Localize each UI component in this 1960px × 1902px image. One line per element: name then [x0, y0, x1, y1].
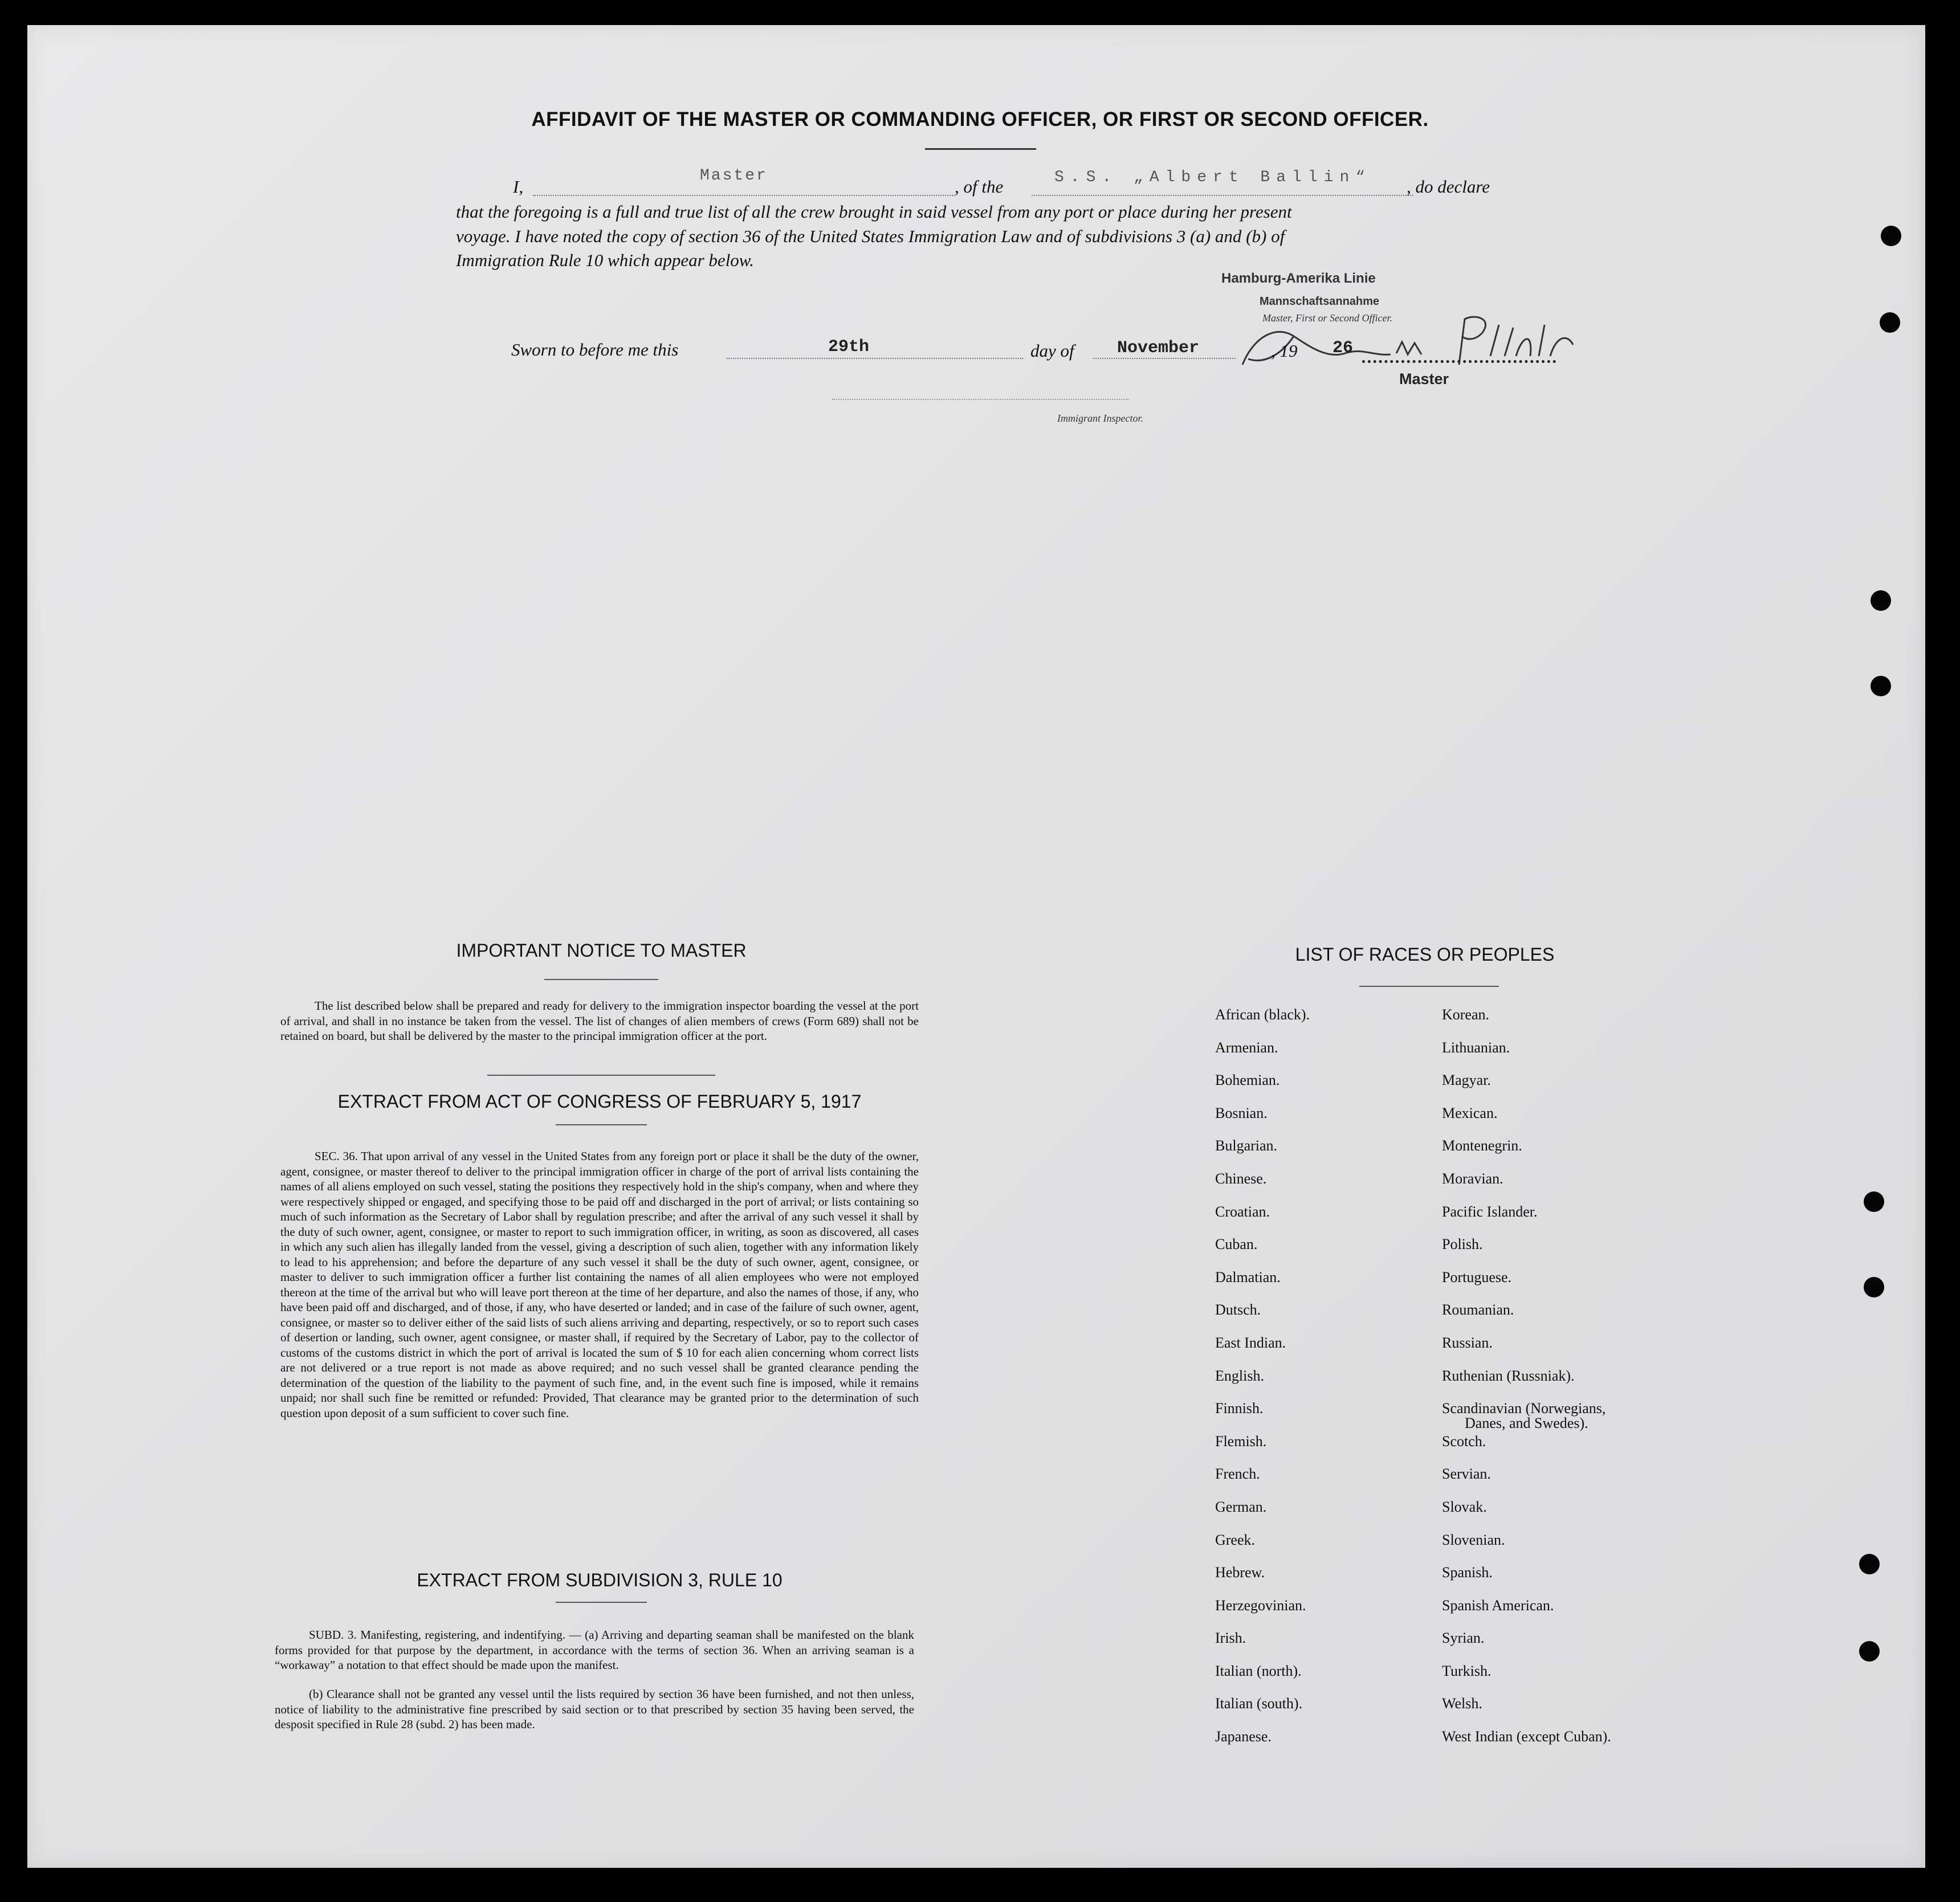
race-item: Finnish. — [1215, 1400, 1264, 1417]
binder-hole — [1864, 1277, 1884, 1297]
officer-value: Master — [700, 167, 768, 185]
race-item: Herzegovinian. — [1215, 1597, 1306, 1614]
races-right-column — [1442, 1007, 1693, 1762]
act-divider — [556, 1124, 647, 1125]
stamp-line-2: Mannschaftsannahme — [1260, 295, 1380, 308]
race-item: Lithuanian. — [1442, 1039, 1510, 1056]
race-item: Greek. — [1215, 1531, 1256, 1548]
officer-caption: Master, First or Second Officer. — [1262, 312, 1392, 324]
do-declare-label: , do declare — [1407, 177, 1490, 197]
race-item: Moravian. — [1442, 1170, 1503, 1187]
of-the-label: , of the — [955, 177, 1004, 197]
race-item: German. — [1215, 1498, 1267, 1515]
race-item: Russian. — [1442, 1334, 1493, 1351]
race-item: Mexican. — [1442, 1104, 1498, 1121]
race-item: Portuguese. — [1442, 1268, 1512, 1285]
race-item: Slovenian. — [1442, 1531, 1505, 1548]
inspector-label: Immigrant Inspector. — [1057, 413, 1143, 424]
binder-hole — [1871, 590, 1891, 611]
notice-end-divider — [487, 1075, 715, 1076]
races-left-column — [1215, 1007, 1432, 1762]
race-item: Spanish American. — [1442, 1597, 1554, 1614]
race-item: Bulgarian. — [1215, 1137, 1278, 1154]
rule-divider — [556, 1602, 647, 1603]
races-divider — [1359, 986, 1499, 987]
binder-hole — [1859, 1554, 1880, 1574]
race-item: English. — [1215, 1367, 1264, 1384]
binder-hole — [1859, 1641, 1880, 1662]
race-item: Roumanian. — [1442, 1301, 1514, 1319]
act-heading: EXTRACT FROM ACT OF CONGRESS OF FEBRUARY 5, 1917 — [337, 1091, 862, 1112]
sworn-label: Sworn to before me this — [511, 340, 679, 360]
month-fill-line — [1093, 358, 1236, 359]
race-item: Danes, and Swedes). — [1465, 1415, 1588, 1432]
race-item: Servian. — [1442, 1466, 1491, 1483]
act-text: SEC. 36. That upon arrival of any vessel in the United States from any foreign port or place it shall be the duty of the owner, agent, consignee, or master thereof to deliver to the principal immigration officer in charge of the port of arrival lists containing the names of all aliens employed on such vessel, stating the positions they respectively hold in the ship's company, when and where they were respectively shipped or engaged, and specifying those to be paid off and discharged in the port of arrival; or lists containing so much of such information as the Secretary of Labor shall by regulation prescribe; and after the arrival of any such vessel it shall by the duty of such owner, agent, consignee, or master to report to such immigration officer, in writing, as soon as discovered, all cases in which any such alien has illegally landed from the vessel, giving a description of such alien, together with any information likely to lead to his apprehension; and before the departure of any such vessel it shall be the duty of such owner, agent, consignee, or master to deliver to such immigration officer a further list containing the names of all alien employees who were not employed thereon at the time of the arrival but who will leave port thereon at the time of her departure, and also the names of those, if any, who have been paid off and discharged, and of those, if any, who have deserted or landed; and in case of the failure of such owner, agent, consignee, or master so to deliver either of the said lists of such aliens arriving and departing, respectively, or so to report such cases of desertion or landing, such owner, agent consignee, or master shall, if required by the Secretary of Labor, pay to the collector of customs of the customs district in which the port of arrival is located the sum of $ 10 for each alien concerning whom correct lists are not delivered or a true report is not made as above required; and no such vessel shall be granted clearance pending the determination of the question of the liability to the payment of such fine, and, in the event such fine is imposed, while it remains unpaid; nor shall such fine be remitted or refunded: Provided, That clearance may be granted prior to the determination of such question upon deposit of a sum sufficient to cover such fine. — [280, 1149, 919, 1420]
binder-hole — [1864, 1191, 1884, 1212]
race-item: Ruthenian (Russniak). — [1442, 1367, 1575, 1384]
binder-hole — [1871, 676, 1891, 696]
vessel-fill-line — [1032, 195, 1413, 196]
stamp-line-1: Hamburg-Amerika Linie — [1221, 271, 1376, 286]
race-item: Scandinavian (Norwegians, — [1442, 1400, 1606, 1417]
year-prefix: , 19 — [1271, 341, 1298, 361]
notice-heading: IMPORTANT NOTICE TO MASTER — [456, 940, 747, 961]
year-value: 26 — [1333, 338, 1354, 358]
inspector-sign-line — [832, 399, 1128, 400]
race-item: Dutsch. — [1215, 1301, 1261, 1319]
race-item: Polish. — [1442, 1236, 1483, 1253]
race-item: Magyar. — [1442, 1072, 1491, 1089]
race-item: Korean. — [1442, 1006, 1490, 1023]
race-item: Italian (north). — [1215, 1662, 1302, 1679]
officer-fill-line — [533, 195, 955, 196]
races-heading: LIST OF RACES OR PEOPLES — [1295, 944, 1555, 965]
day-value: 29th — [828, 337, 870, 357]
race-item: Scotch. — [1442, 1432, 1486, 1450]
race-item: Chinese. — [1215, 1170, 1267, 1187]
affidavit-line-4: Immigration Rule 10 which appear below. — [456, 250, 754, 270]
month-value: November — [1117, 338, 1200, 358]
affidavit-i-label: I, — [513, 177, 524, 197]
race-item: Dalmatian. — [1215, 1268, 1281, 1285]
race-item: Turkish. — [1442, 1662, 1492, 1679]
race-item: Flemish. — [1215, 1432, 1267, 1450]
notice-divider — [544, 979, 658, 980]
vessel-value: S.S. „Albert Ballin“ — [1054, 169, 1372, 186]
signature-fill-line — [1362, 360, 1556, 363]
affidavit-line-2: that the foregoing is a full and true list of all the crew brought in said vessel from any port or place during her present — [456, 202, 1292, 222]
race-item: Spanish. — [1442, 1564, 1493, 1581]
race-item: Slovak. — [1442, 1498, 1487, 1515]
notice-text: The list described below shall be prepared and ready for delivery to the immigration inspector boarding the vessel at the port of arrival, and shall in no instance be taken from the vessel. The list of changes of alien members of crews (Form 689) shall not be retained on board, but shall be delivered by the master to the principal immigration officer at the port. — [280, 999, 919, 1043]
race-item: Japanese. — [1215, 1728, 1272, 1745]
race-item: Montenegrin. — [1442, 1137, 1522, 1154]
day-of-label: day of — [1030, 341, 1074, 361]
rule-heading: EXTRACT FROM SUBDIVISION 3, RULE 10 — [417, 1570, 783, 1590]
binder-hole — [1881, 226, 1901, 246]
title-divider — [925, 148, 1036, 150]
rule-para-a: SUBD. 3. Manifesting, registering, and indentifying. — (a) Arriving and departing seaman shall be manifested on the blank forms provided for that purpose by the department, in accordance with the terms of section 36. When an arriving seaman is a “workaway” a notation to that effect should be made upon the manifest. — [275, 1628, 914, 1672]
race-item: East Indian. — [1215, 1334, 1286, 1351]
race-item: French. — [1215, 1466, 1260, 1483]
race-item: Bosnian. — [1215, 1104, 1268, 1121]
day-fill-line — [727, 358, 1023, 359]
binder-hole — [1880, 312, 1900, 333]
handwritten-signature — [1231, 302, 1584, 376]
rule-para-b: (b) Clearance shall not be granted any vessel until the lists required by section 36 have been furnished, and not then unless, notice of liability to the administrative fine prescribed by said section or to that prescribed by section 35 having been served, the desposit specified in Rule 28 (subd. 2) has been made. — [275, 1687, 914, 1731]
race-item: Pacific Islander. — [1442, 1203, 1538, 1220]
race-item: Hebrew. — [1215, 1564, 1265, 1581]
page-title: AFFIDAVIT OF THE MASTER OR COMMANDING OFFICER, OR FIRST OR SECOND OFFICER. — [531, 108, 1429, 130]
race-item: Cuban. — [1215, 1236, 1258, 1253]
race-item: Italian (south). — [1215, 1695, 1303, 1712]
race-item: Bohemian. — [1215, 1072, 1280, 1089]
affidavit-line-3: voyage. I have noted the copy of section 36 of the United States Immigration Law and of subdivisions 3 (a) and (b) of — [456, 226, 1285, 246]
race-item: Irish. — [1215, 1630, 1246, 1647]
race-item: West Indian (except Cuban). — [1442, 1728, 1611, 1745]
race-item: Syrian. — [1442, 1630, 1485, 1647]
race-item: Welsh. — [1442, 1695, 1482, 1712]
signer-title: Master — [1399, 370, 1449, 387]
race-item: African (black). — [1215, 1006, 1310, 1023]
race-item: Armenian. — [1215, 1039, 1278, 1056]
race-item: Croatian. — [1215, 1203, 1270, 1220]
